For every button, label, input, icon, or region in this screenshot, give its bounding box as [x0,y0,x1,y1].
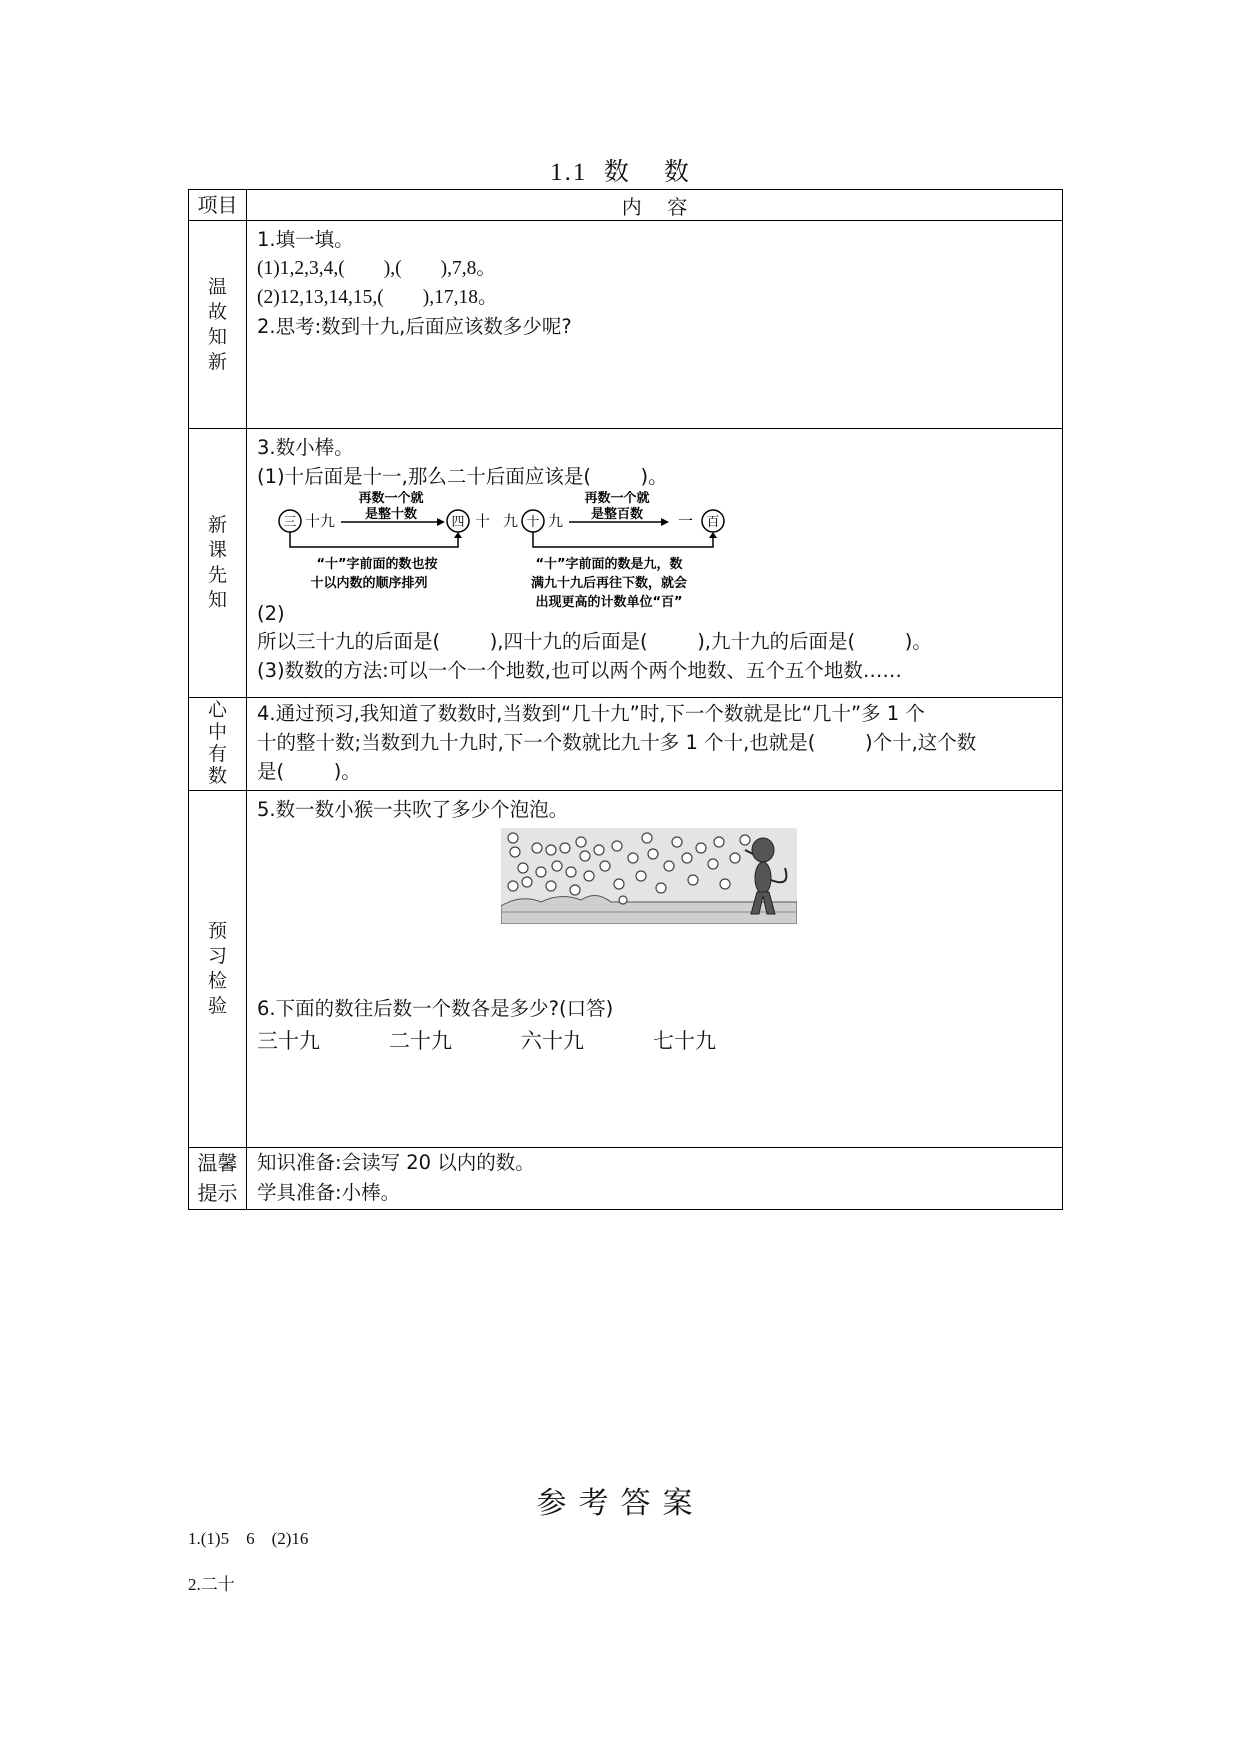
question-line: 十的整十数;当数到九十九时,下一个数就比九十多 1 个十,也就是( )个十,这个数 [257,731,977,754]
row-label-text: 温故知新 [207,275,227,373]
monkey-bubbles-illustration [501,828,797,924]
answer-line: 1.(1)5 6 (2)16 [188,1529,309,1548]
note-text: 十以内数的顺序排列 [310,576,428,591]
note-text: “十”字前面的数是九，数 [535,557,683,572]
row-label [189,221,247,429]
question-line: 3.数小棒。 [257,436,354,459]
row-content [247,791,1063,1148]
question-line: (1)1,2,3,4,( ),( ),7,8。 [257,258,496,279]
row-content [247,429,1063,698]
question-line: 5.数一数小猴一共吹了多少个泡泡。 [257,798,569,821]
table-row [189,1148,1063,1210]
question-line: 4.通过预习,我知道了数数时,当数到“几十九”时,下一个数就是比“几十”多 1 个 [257,702,925,725]
number-item: 六十九 [521,1029,584,1053]
number-item: 七十九 [653,1029,716,1053]
row-content [247,1148,1063,1210]
note-text: 满九十九后再往下数，就会 [530,576,688,591]
diagram-text: 一 [678,512,694,530]
diagram-text: 十九 [305,512,336,530]
table-row [189,221,1063,429]
question-line: 2.思考:数到十九,后面应该数多少呢? [257,315,572,338]
question-line: 6.下面的数往后数一个数各是多少?(口答) [257,997,614,1020]
row-label [189,791,247,1148]
header-col-content: 内 容 [247,190,1063,221]
circle-char: 四 [451,515,465,530]
question-line: (2)12,13,14,15,( ),17,18。 [257,287,498,308]
bracket-line [533,532,713,547]
table-row [189,791,1063,1148]
question-line: (1)十后面是十一,那么二十后面应该是( )。 [257,465,668,488]
arrow-caption: 是整百数 [590,507,644,522]
diagram-text: 十 [475,512,491,530]
number-item: 三十九 [257,1029,320,1053]
question-line: 学具准备:小棒。 [257,1181,401,1204]
row-label [189,429,247,698]
bracket-line [290,532,458,547]
header-col-item: 项目 [189,190,247,221]
row-label-text: 心中有数 [207,699,227,787]
row-label [189,1148,247,1210]
row-label-text: 温馨提示 [197,1151,238,1205]
row-label-text: 新课先知 [207,514,227,611]
arrow-caption: 再数一个就 [584,491,650,506]
circle-char: 百 [706,515,720,530]
counting-diagram [257,491,1052,629]
number-item: 二十九 [389,1029,452,1053]
diagram-text: 九 [548,512,564,530]
row-label-text: 预习检验 [207,920,227,1017]
question-line: 1.填一填。 [257,228,354,251]
arrow-head [437,518,445,526]
circle-char: 三 [283,515,297,530]
question-line: 知识准备:会读写 20 以内的数。 [257,1151,535,1174]
arrow-head [709,532,717,538]
question-line: (2) [257,602,285,625]
arrow-caption: 是整十数 [364,507,418,522]
table-header-row [189,190,1063,221]
question-line: 所以三十九的后面是( ),四十九的后面是( ),九十九的后面是( )。 [257,630,932,653]
answers-title: 参考答案 [536,1486,705,1521]
number-list [257,1027,1052,1056]
arrow-caption: 再数一个就 [358,491,424,506]
counting-diagram-svg [257,491,757,629]
answer-line: 2.二十 [188,1575,235,1594]
row-content [247,221,1063,429]
row-label [189,698,247,791]
note-text: “十”字前面的数也按 [316,557,438,572]
page-title: 1.1 数 数 [550,159,691,186]
question-line: (3)数数的方法:可以一个一个地数,也可以两个两个地数、五个五个地数…… [257,659,902,682]
table-row [189,698,1063,791]
lesson-table [188,189,1063,1210]
circle-char: 十 [526,515,540,530]
arrow-head [454,532,462,538]
note-text: 出现更高的计数单位“百” [535,595,683,610]
arrow-head [661,518,669,526]
table-row [189,429,1063,698]
row-content [247,698,1063,791]
diagram-text: 九 [503,512,519,530]
question-line: 是( )。 [257,760,361,783]
